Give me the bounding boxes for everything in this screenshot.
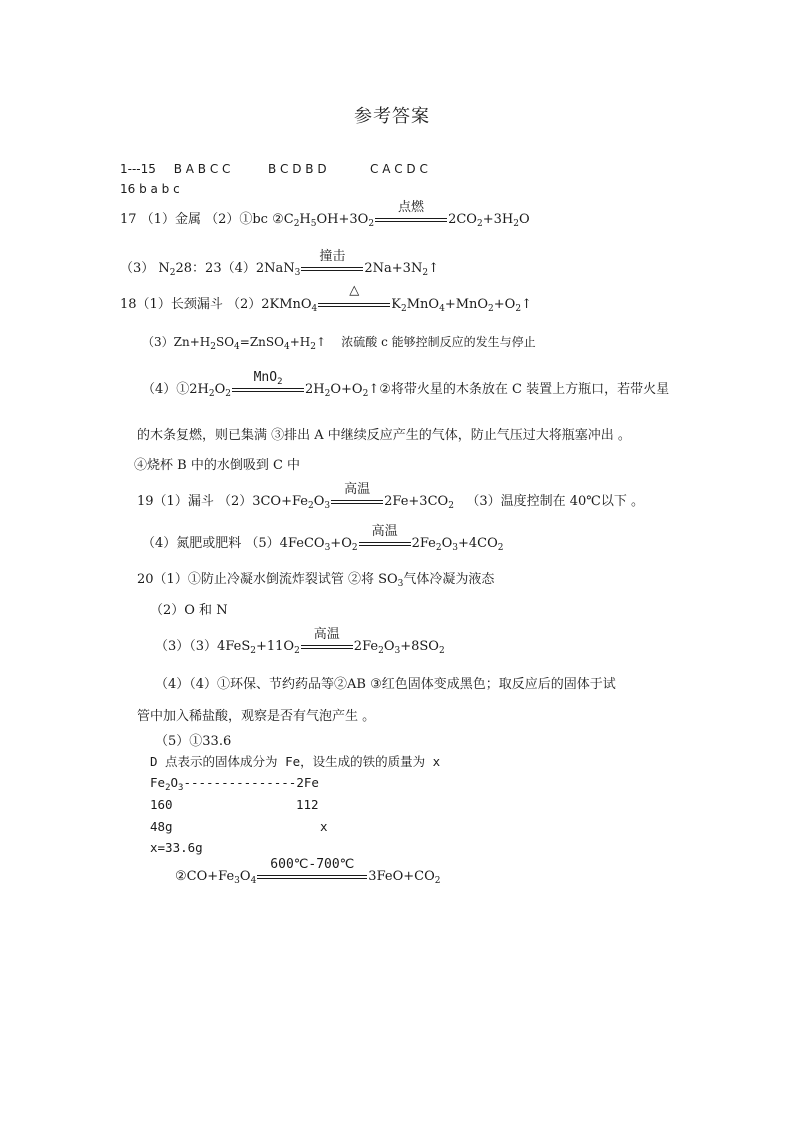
q20-line-7: D 点表示的固体成分为 Fe，设生成的铁的质量为 x — [150, 754, 441, 769]
q20-line-1: 20（1）①防止冷凝水倒流炸裂试管 ②将 $SO_3$气体冷凝为液态 — [137, 572, 495, 589]
mc-group-2: B C D B D — [268, 162, 327, 176]
q17-text: 17 （1）金属 （2）①bc ②C — [120, 212, 294, 227]
reaction-condition: 高温 — [331, 500, 383, 511]
q19-line-1: 19（1）漏斗 $(2)3CO+Fe_2O_3$ 高温 $2Fe+3CO_2$ （3）温度控制在 40℃以下 。 — [137, 482, 644, 511]
q20-line-4: （4）（4）①环保、节约药品等②AB ③红色固体变成黑色；取反应后的固体于试 — [155, 677, 616, 692]
mc-answers-1-15 — [120, 160, 428, 178]
reaction-condition: 点燃 — [375, 218, 447, 229]
q17-line-1: 17 （1）金属 （2）①bc $②C_2H_5OH+3O_2$ 点燃 $2CO_2+3H_2O$ — [120, 200, 530, 229]
q20-line-6: （5）①33.6 — [155, 734, 232, 749]
q18-line-3: $(4)①2H_2O_2$ MnO$_2$ $2H_2O+O_2↑②$将带火星的木条放在 C 装置上方瓶口，若带火星 — [142, 370, 670, 399]
reaction-condition: 600℃-700℃ — [257, 875, 367, 886]
q18-line-4: 的木条复燃，则已集满 ③排出 A 中继续反应产生的气体，防止气压过大将瓶塞冲出 。 — [137, 428, 631, 443]
mc-answers-16: 16 b a b c — [120, 182, 180, 196]
q18-line-5: ④烧杯 B 中的水倒吸到 C 中 — [134, 458, 301, 473]
reaction-condition: MnO$_2$ — [232, 388, 304, 399]
reaction-condition: 撞击 — [301, 267, 363, 278]
q20-line-5: 管中加入稀盐酸，观察是否有气泡产生 。 — [137, 709, 376, 724]
mc-group-3: C A C D C — [370, 162, 428, 176]
q20-line-9: 160 112 — [150, 797, 319, 812]
q17-line-2: （3） $N_228$：23（4）2NaN$_3$ 撞击 $2Na+3N_2↑$ — [120, 249, 439, 278]
q20-line-12: $②CO+Fe_3O_4$ 600℃-700℃ $3FeO+CO_2$ — [175, 857, 441, 886]
page-title: 参考答案 — [354, 106, 430, 127]
q18-line-1: 18（1）长颈漏斗 （2）2KMnO$_4$ △ $K_2MnO_4+MnO_2+O_2↑$ — [120, 283, 532, 314]
q18-line-2: $(3)Zn+H_2SO_4=ZnSO_4+H_2↑$ 浓硫酸 c 能够控制反应的发生与停止 — [142, 335, 536, 352]
reaction-condition: △ — [318, 303, 390, 314]
reaction-condition: 高温 — [359, 542, 411, 553]
mc-group-1: B A B C C — [173, 162, 231, 176]
q20-line-10: 48g x — [150, 819, 328, 834]
q19-line-2: （4）氮肥或肥料 $(5)4FeCO_3+O_2$ 高温 $2Fe_2O_3+4CO_2$ — [142, 524, 504, 553]
q20-line-8: $Fe_2O_3---------------2Fe$ — [150, 775, 319, 793]
q20-line-3: $(3)(3)4FeS_2+11O_2$ 高温 $2Fe_2O_3+8SO_2$ — [155, 627, 445, 656]
reaction-condition: 高温 — [301, 645, 353, 656]
mc-label: 1---15 — [120, 162, 156, 176]
q20-line-2: （2）O 和 N — [150, 603, 228, 618]
q20-line-11: x=33.6g — [150, 840, 203, 855]
